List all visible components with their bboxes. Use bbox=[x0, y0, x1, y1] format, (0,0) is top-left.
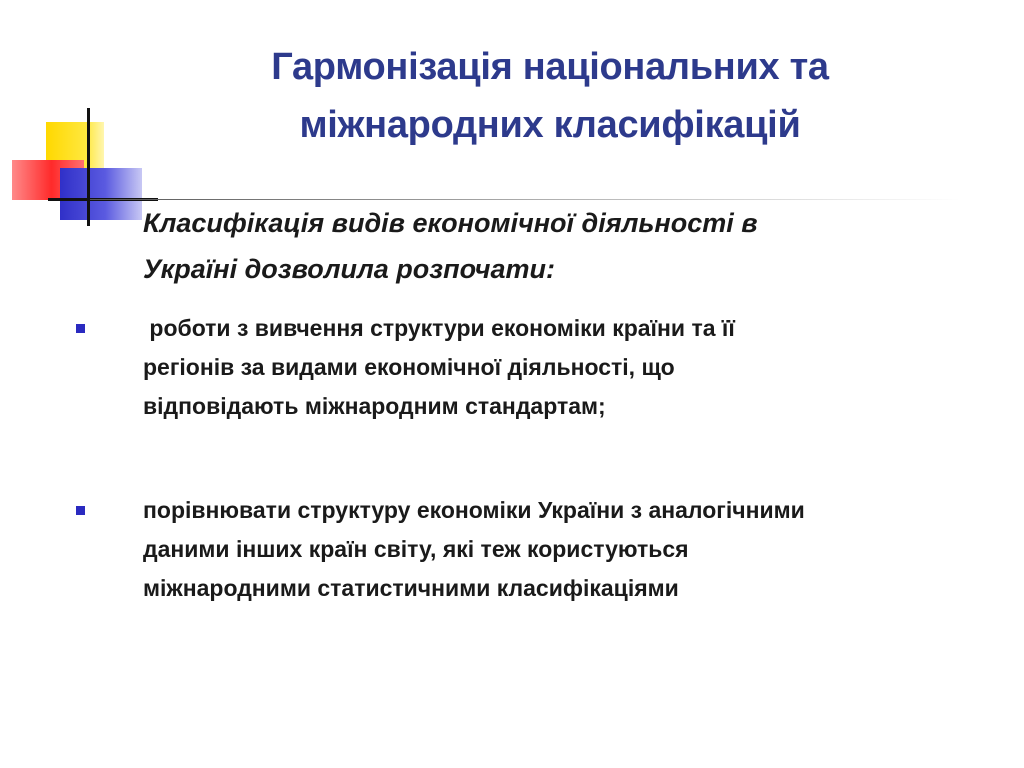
slide-title-line-1: Гармонізація національних та bbox=[271, 46, 829, 88]
logo-vertical-line bbox=[87, 108, 90, 226]
decorative-squares-logo bbox=[0, 0, 160, 240]
bullet-line: роботи з вивчення структури економіки країни та її bbox=[143, 315, 735, 341]
bullet-line: порівнювати структуру економіки України з аналогічними bbox=[143, 497, 805, 523]
bullet-line: регіонів за видами економічної діяльності, що bbox=[143, 354, 675, 380]
intro-line-2: Україні дозволила розпочати: bbox=[143, 254, 555, 284]
square-bullet-icon bbox=[76, 506, 85, 515]
bullet-text bbox=[143, 491, 973, 608]
bullet-line: міжнародними статистичними класифікаціями bbox=[143, 575, 679, 601]
bullet-line: відповідають міжнародним стандартам; bbox=[143, 393, 606, 419]
blue-square bbox=[60, 168, 142, 220]
square-bullet-icon bbox=[76, 324, 85, 333]
slide-title-line-2: міжнародних класифікацій bbox=[299, 104, 801, 146]
intro-line-1: Класифікація видів економічної діяльності в bbox=[143, 208, 758, 238]
bullet-text bbox=[143, 309, 973, 426]
bullet-line: даними інших країн світу, які теж користуються bbox=[143, 536, 689, 562]
slide-title bbox=[140, 38, 960, 154]
intro-text bbox=[143, 200, 963, 292]
